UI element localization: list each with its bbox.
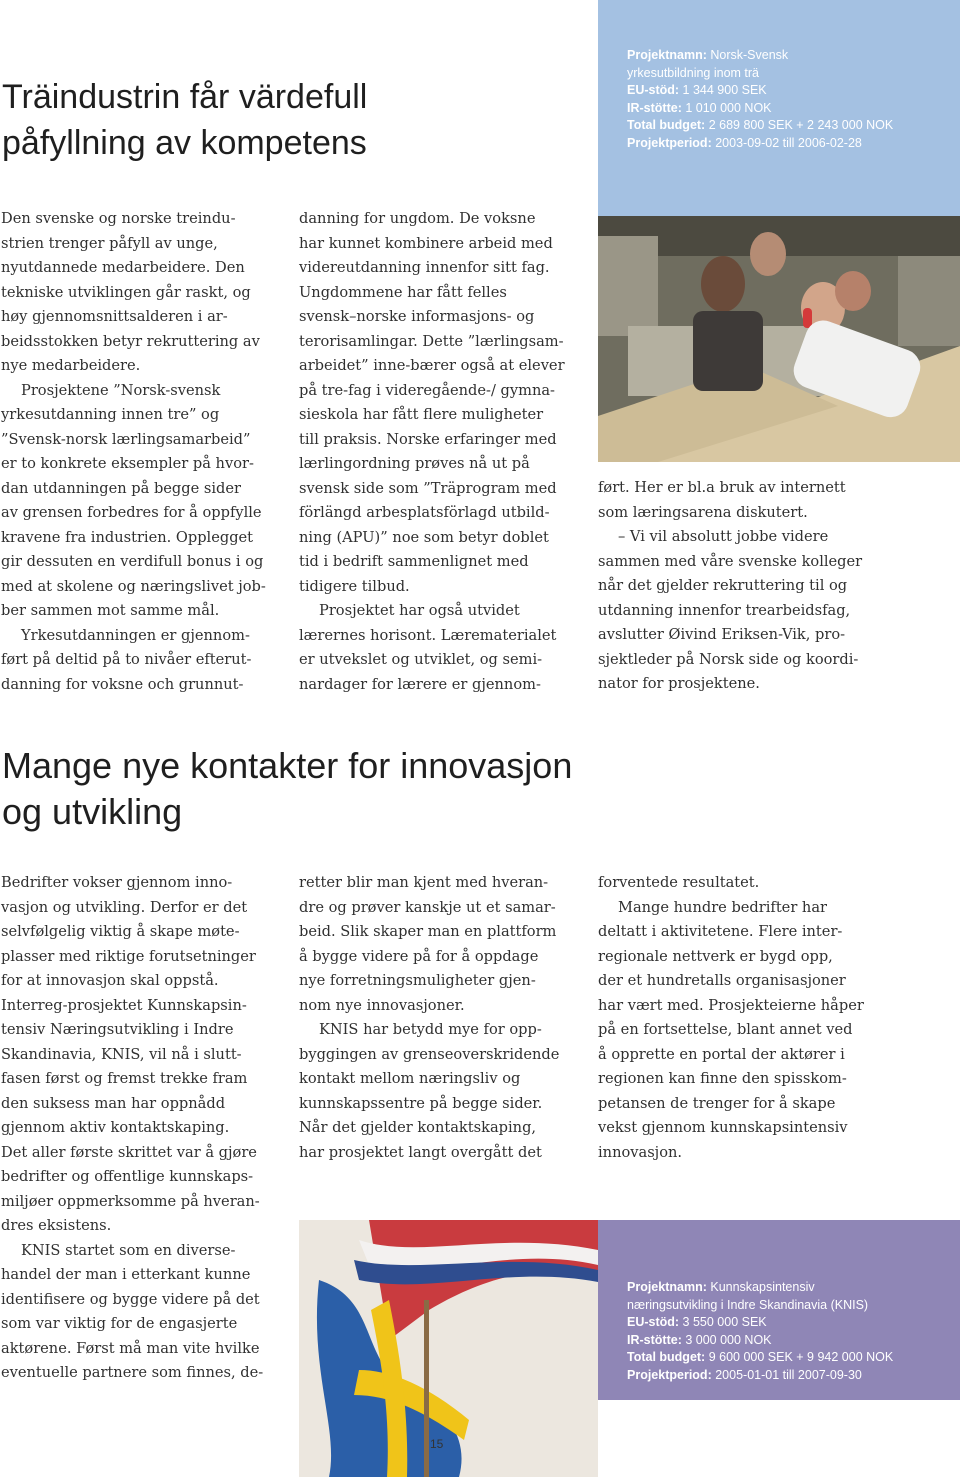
text-line: handel der man i etterkant kunne	[1, 1266, 251, 1283]
infobox-row	[627, 1349, 948, 1367]
text-line: beid. Slik skaper man en plattform	[299, 923, 557, 940]
text-line: har vært med. Prosjekteierne håper	[598, 996, 864, 1014]
infobox-row	[627, 82, 948, 100]
text-line: – Vi vil absolutt jobbe videre	[618, 528, 829, 545]
text-line: förlängd arbesplatsförlagd utbild-	[299, 504, 550, 521]
article-column	[299, 207, 584, 697]
text-line: har kunnet kombinere arbeid med	[299, 234, 553, 252]
text-line: utdanning innenfor trearbeidsfag,	[598, 601, 851, 619]
text-line: KNIS startet som en diverse-	[21, 1241, 236, 1259]
infobox-label: IR-stötte:	[627, 100, 682, 115]
infobox-value: yrkesutbildning inom trä	[627, 65, 760, 80]
paragraph	[299, 599, 584, 697]
text-line: Det aller første skrittet var å gjøre	[1, 1143, 257, 1161]
text-line: på tre-fag i videregående-/ gymna-	[299, 381, 555, 399]
text-line: ”Svensk-norsk lærlingsamarbeid”	[1, 430, 251, 448]
title-line: og utvikling	[2, 791, 183, 832]
text-line: plasser med riktige forutsetninger	[1, 947, 256, 965]
page-number: 15	[430, 1437, 444, 1451]
text-line: nardager for lærere er gjennom-	[299, 675, 541, 693]
text-line: Prosjektene ”Norsk-svensk	[21, 381, 221, 399]
text-line: kontakt mellom næringsliv og	[299, 1070, 521, 1087]
text-line: av grensen forbedres for å oppfylle	[1, 504, 262, 521]
text-line: byggingen av grenseoverskridende	[299, 1045, 560, 1063]
text-line: ber sammen mot samme mål.	[1, 602, 220, 619]
article-title	[2, 74, 367, 166]
text-line: danning for voksne och grunnut-	[1, 675, 244, 693]
article-column	[1, 871, 286, 1386]
paragraph	[598, 476, 898, 525]
text-line: Interreg-prosjektet Kunnskapsin-	[1, 996, 247, 1014]
text-line: avslutter Øivind Eriksen-Vik, pro-	[598, 626, 846, 643]
article-column	[598, 476, 898, 697]
article-column	[1, 207, 286, 697]
infobox-value: Kunnskapsintensiv	[706, 1280, 815, 1294]
text-line: når det gjelder rekruttering til og	[598, 577, 848, 594]
infobox-row	[627, 1367, 948, 1385]
infobox-row	[627, 1332, 948, 1350]
text-line: forventede resultatet.	[598, 874, 760, 891]
text-line: er to konkrete eksempler på hvor-	[1, 455, 254, 472]
text-line: kunnskapssentre på begge sider.	[299, 1094, 543, 1112]
text-line: vekst gjennom kunnskapsintensiv	[598, 1119, 848, 1136]
text-line: retter blir man kjent med hveran-	[299, 874, 549, 891]
text-line: dan utdanningen på begge sider	[1, 479, 241, 497]
text-line: ning (APU)” noe som betyr doblet	[299, 528, 549, 546]
text-line: å bygge videre på for å oppdage	[299, 947, 539, 965]
infobox-row	[627, 117, 948, 135]
text-line: tidigere tilbud.	[299, 577, 410, 595]
infobox-value: 3 550 000 SEK	[679, 1315, 767, 1329]
paragraph	[1, 1239, 286, 1386]
text-line: høy gjennomsnittsalderen i ar-	[1, 308, 228, 325]
text-line: tid i bedrift sammenlignet med	[299, 553, 529, 570]
infobox-row	[627, 1297, 948, 1315]
text-line: sieskola har fått flere muligheter	[299, 406, 544, 423]
infobox-value: 1 010 000 NOK	[681, 100, 772, 115]
text-line: dres eksistens.	[1, 1217, 112, 1234]
infobox-label: Projektnamn:	[627, 1280, 707, 1294]
text-line: gir dessuten en verdifull bonus i og	[1, 553, 264, 570]
infobox-value: 9 600 000 SEK + 9 942 000 NOK	[705, 1350, 894, 1364]
infobox-row	[627, 100, 948, 118]
text-line: svensk side som ”Träprogram med	[299, 479, 557, 497]
infobox-row	[627, 1314, 948, 1332]
text-line: tekniske utviklingen går raskt, og	[1, 283, 251, 301]
article-column	[598, 871, 898, 1165]
text-line: Skandinavia, KNIS, vil nå i slutt-	[1, 1045, 242, 1063]
text-line: er utvekslet og utviklet, og semi-	[299, 651, 543, 668]
title-line: Träindustrin får värdefull	[2, 78, 368, 116]
text-line: ført på deltid på to nivåer efterut-	[1, 651, 252, 668]
paragraph	[299, 871, 584, 1018]
text-line: Yrkesutdanningen er gjennom-	[21, 626, 250, 644]
article-title	[2, 743, 572, 835]
infobox-label: Projektperiod:	[627, 1367, 712, 1382]
text-line: danning for ungdom. De voksne	[299, 210, 536, 227]
text-line: petansen de trenger for å skape	[598, 1094, 836, 1112]
text-line: dre og prøver kanskje ut et samar-	[299, 898, 556, 916]
text-line: lærlingordning prøves nå ut på	[299, 455, 530, 472]
text-line: Den svenske og norske treindu-	[1, 210, 236, 227]
text-line: på en fortsettelse, blant annet ved	[598, 1021, 853, 1038]
article-column	[299, 871, 584, 1165]
text-line: Prosjektet har også utvidet	[319, 602, 520, 619]
text-line: yrkesutdanning innen tre” og	[1, 406, 220, 423]
paragraph	[598, 896, 898, 1166]
text-line: deltatt i aktivitetene. Flere inter-	[598, 923, 843, 940]
text-line: innovasjon.	[598, 1143, 683, 1161]
text-line: nye medarbeidere.	[1, 357, 141, 374]
text-line: gjennom aktiv kontaktskaping.	[1, 1119, 230, 1136]
infobox-value: 1 344 900 SEK	[679, 83, 767, 97]
text-line: for at innovasjon skal oppstå.	[1, 972, 219, 989]
text-line: arbeidet” inne-bærer også at elever	[299, 357, 565, 374]
text-line: Ungdommene har fått felles	[299, 283, 507, 301]
project-infobox	[598, 1220, 960, 1400]
text-line: bedrifter og offentlige kunnskaps-	[1, 1168, 254, 1185]
infobox-row	[627, 65, 948, 83]
title-line: påfyllning av kompetens	[2, 124, 367, 162]
text-line: regionale nettverk er bygd opp,	[598, 947, 833, 965]
paragraph	[1, 871, 286, 1239]
infobox-label: Total budget:	[627, 1350, 706, 1364]
text-line: med at skolene og næringslivet job-	[1, 577, 266, 595]
text-line: beidsstokken betyr rekruttering av	[1, 332, 260, 350]
paragraph	[598, 871, 898, 896]
infobox-label: Projektnamn:	[627, 48, 707, 62]
infobox-value: 3 000 000 NOK	[681, 1332, 772, 1347]
infobox-value: 2 689 800 SEK + 2 243 000 NOK	[705, 118, 894, 132]
text-line: ført. Her er bl.a bruk av internett	[598, 479, 846, 496]
infobox-row	[627, 1279, 948, 1297]
text-line: nator for prosjektene.	[598, 675, 760, 692]
infobox-label: Projektperiod:	[627, 135, 712, 150]
text-line: Bedrifter vokser gjennom inno-	[1, 874, 233, 891]
infobox-label: EU-stöd:	[627, 1315, 680, 1329]
paragraph	[299, 1018, 584, 1165]
infobox-row	[627, 47, 948, 65]
text-line: terorisamlingar. Dette ”lærlingsam-	[299, 332, 564, 350]
text-line: sammen med våre svenske kolleger	[598, 552, 863, 570]
infobox-label: IR-stötte:	[627, 1332, 682, 1347]
infobox-value: Norsk-Svensk	[706, 48, 789, 62]
project-infobox	[598, 0, 960, 216]
text-line: Når det gjelder kontaktskaping,	[299, 1119, 537, 1136]
text-line: å opprette en portal der aktører i	[598, 1045, 845, 1063]
text-line: den suksess man har oppnådd	[1, 1094, 226, 1112]
paragraph	[598, 525, 898, 697]
text-line: till praksis. Norske erfaringer med	[299, 430, 557, 448]
text-line: nyutdannede medarbeidere. Den	[1, 259, 245, 276]
flags-photo	[299, 1220, 598, 1477]
text-line: fasen først og fremst trekke fram	[1, 1070, 248, 1087]
paragraph	[1, 624, 286, 698]
infobox-row	[627, 135, 948, 153]
infobox-value: 2005-01-01 till 2007-09-30	[711, 1367, 862, 1382]
text-line: kravene fra industrien. Opplegget	[1, 528, 254, 546]
infobox-label: Total budget:	[627, 118, 706, 132]
paragraph	[1, 379, 286, 624]
infobox-value: 2003-09-02 till 2006-02-28	[711, 135, 862, 150]
infobox-value: næringsutvikling i Indre Skandinavia (KNIS)	[627, 1297, 869, 1312]
text-line: strien trenger påfyll av unge,	[1, 234, 218, 252]
text-line: KNIS har betydd mye for opp-	[319, 1021, 542, 1038]
text-line: som var viktig for de engasjerte	[1, 1315, 238, 1332]
text-line: aktørene. Først må man vite hvilke	[1, 1339, 260, 1357]
text-line: svensk–norske informasjons- og	[299, 308, 535, 325]
text-line: videreutdanning innenfor sitt fag.	[299, 259, 550, 276]
text-line: lærernes horisont. Lærematerialet	[299, 626, 557, 644]
workshop-photo	[598, 216, 960, 462]
text-line: sjektleder på Norsk side og koordi-	[598, 650, 859, 668]
title-line: Mange nye kontakter for innovasjon	[2, 745, 573, 786]
text-line: nye forretningsmuligheter gjen-	[299, 972, 536, 989]
paragraph	[299, 207, 584, 599]
text-line: eventuelle partnere som finnes, de-	[1, 1364, 264, 1381]
text-line: vasjon og utvikling. Derfor er det	[1, 898, 248, 916]
text-line: nom nye innovasjoner.	[299, 996, 465, 1014]
text-line: tensiv Næringsutvikling i Indre	[1, 1021, 234, 1038]
text-line: som læringsarena diskutert.	[598, 503, 808, 521]
paragraph	[1, 207, 286, 379]
text-line: selvfølgelig viktig å skape møte-	[1, 923, 240, 940]
text-line: Mange hundre bedrifter har	[618, 898, 828, 916]
text-line: har prosjektet langt overgått det	[299, 1143, 542, 1161]
text-line: identifisere og bygge videre på det	[1, 1290, 260, 1308]
text-line: regionen kan finne den spisskom-	[598, 1070, 847, 1087]
text-line: miljøer oppmerksomme på hveran-	[1, 1192, 260, 1210]
text-line: der et hundretalls organisasjoner	[598, 972, 846, 989]
infobox-label: EU-stöd:	[627, 83, 680, 97]
